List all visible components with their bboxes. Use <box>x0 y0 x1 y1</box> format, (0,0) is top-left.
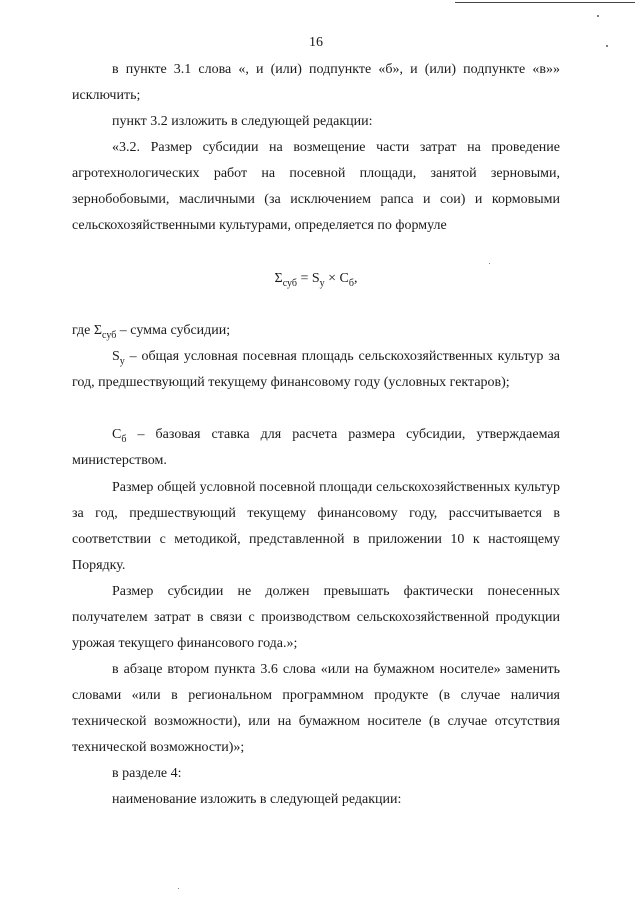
paragraph-text: в абзаце втором пункта 3.6 слова «или на бумажном носителе» заменить словами «или в региональном программном продукте (в случае наличия технической возможности), или на бумажном носителе (в случае отсутствия технической возможности)»; <box>72 662 560 755</box>
s-rest: – общая условная посевная площадь сельскохозяйственных культур за год, предшествующий текущему финансовому году (условных гектаров); <box>72 349 560 390</box>
c-lead: С <box>112 427 122 442</box>
where-rest: – сумма субсидии; <box>116 323 231 338</box>
paragraph-text: в пункте 3.1 слова «, и (или) подпункте «б», и (или) подпункте «в»» исключить; <box>72 62 560 103</box>
formula <box>72 266 560 292</box>
paragraph-text <box>72 318 560 344</box>
where-prefix: где Σ <box>72 323 103 338</box>
paragraph-text: Размер общей условной посевной площади сельскохозяйственных культур за год, предшествующий текущему финансовому году, рассчитывается в соответствии с методикой, представленной в приложении 10 к настоящему Порядку. <box>72 480 560 573</box>
paragraph-item-3-1 <box>72 57 560 109</box>
top-border-line <box>455 2 635 3</box>
scan-speck <box>178 888 179 889</box>
paragraph-text: пункт 3.2 изложить в следующей редакции: <box>112 114 373 129</box>
paragraph-name-edit <box>72 787 560 813</box>
paragraph-item-3-6 <box>72 657 560 761</box>
formula-sigma-subscript: суб <box>282 277 297 289</box>
formula-s-subscript: у <box>319 277 325 289</box>
paragraph-area-calc <box>72 475 560 579</box>
formula-comma: , <box>353 271 358 286</box>
paragraph-section-4 <box>72 761 560 787</box>
c-subscript: б <box>121 433 127 445</box>
formula-sigma: Σ <box>274 271 283 286</box>
scan-speck <box>606 45 608 47</box>
paragraph-text: в разделе 4: <box>112 766 182 781</box>
paragraph-subsidy-limit <box>72 579 560 657</box>
formula-equals-s: = S <box>296 271 320 286</box>
definition-s <box>72 344 560 396</box>
s-lead: S <box>112 349 120 364</box>
definition-sigma <box>72 318 560 344</box>
paragraph-text <box>72 422 560 474</box>
formula-c-subscript: б <box>348 277 354 289</box>
page-number: 16 <box>309 35 323 50</box>
formula-times-c: × С <box>324 271 349 286</box>
paragraph-text: наименование изложить в следующей редакции: <box>112 792 402 807</box>
where-subscript: суб <box>102 329 117 341</box>
scan-speck <box>597 15 599 17</box>
paragraph-quoted-3-2 <box>72 135 560 239</box>
definition-c <box>72 422 560 474</box>
paragraph-text <box>72 344 560 396</box>
paragraph-text: Размер субсидии не должен превышать фактически понесенных получателем затрат в связи с производством сельскохозяйственной продукции урожая текущего финансового года.»; <box>72 584 560 651</box>
s-subscript: у <box>119 355 125 367</box>
c-rest: – базовая ставка для расчета размера субсидии, утверждаемая министерством. <box>72 427 560 468</box>
paragraph-item-3-2 <box>72 109 560 135</box>
scan-speck <box>489 263 490 264</box>
paragraph-text: «3.2. Размер субсидии на возмещение части затрат на проведение агротехнологических работ на посевной площади, занятой зерновыми, зернобобовыми, масличными (за исключением рапса и сои) и кормовыми сельскохозяйственными культурами, определяется по формуле <box>72 140 560 233</box>
